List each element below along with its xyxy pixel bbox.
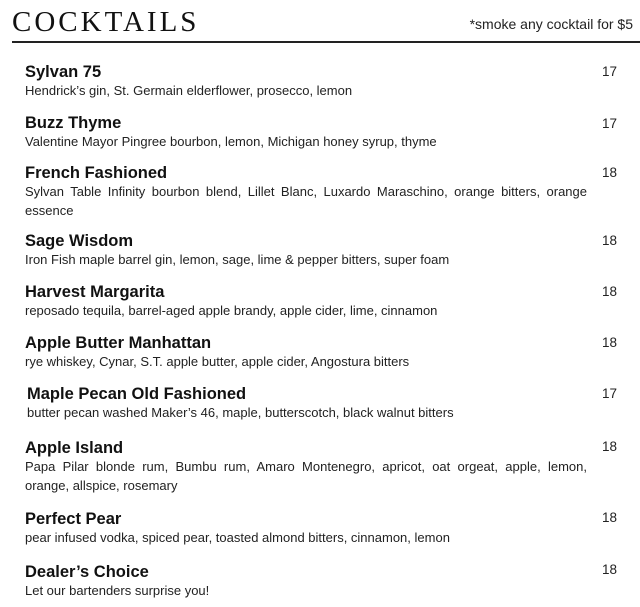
item-price: 18: [601, 439, 617, 454]
item-description: reposado tequila, barrel-aged apple brandy, apple cider, lime, cinnamon: [25, 303, 438, 318]
item-name: Apple Butter Manhattan: [25, 334, 212, 352]
menu-item: [25, 163, 625, 220]
menu-item: [25, 509, 625, 548]
item-price: 18: [601, 233, 617, 248]
item-price: 17: [601, 386, 617, 401]
item-price: 18: [601, 562, 617, 577]
item-name: French Fashioned: [25, 164, 168, 182]
menu-item: [25, 282, 625, 321]
item-description: Let our bartenders surprise you!: [25, 583, 210, 598]
item-description: Valentine Mayor Pingree bourbon, lemon, Michigan honey syrup, thyme: [25, 134, 437, 149]
item-price: 17: [601, 64, 617, 79]
item-description: Papa Pilar blonde rum, Bumbu rum, Amaro Montenegro, apricot, oat orgeat, apple, lemon, orange, allspice, rosemary: [25, 459, 587, 493]
menu-item: [27, 384, 627, 423]
header-divider: [12, 41, 640, 43]
item-description: Sylvan Table Infinity bourbon blend, Lillet Blanc, Luxardo Maraschino, orange bitters, orange essence: [25, 184, 587, 218]
menu-item: [25, 231, 625, 270]
item-name: Sylvan 75: [25, 63, 102, 81]
item-name: Dealer’s Choice: [25, 563, 149, 581]
item-name: Sage Wisdom: [25, 232, 134, 250]
item-price: 18: [601, 284, 617, 299]
item-name: Buzz Thyme: [25, 114, 122, 132]
item-price: 18: [601, 335, 617, 350]
menu-item: [25, 113, 625, 152]
item-name: Maple Pecan Old Fashioned: [27, 385, 247, 403]
item-price: 17: [601, 116, 617, 131]
item-name: Harvest Margarita: [25, 283, 165, 301]
smoke-note: *smoke any cocktail for $5: [469, 16, 633, 32]
menu-item: [25, 562, 625, 601]
item-description: Iron Fish maple barrel gin, lemon, sage, lime & pepper bitters, super foam: [25, 252, 450, 267]
item-description: rye whiskey, Cynar, S.T. apple butter, apple cider, Angostura bitters: [25, 354, 410, 369]
item-price: 18: [601, 510, 617, 525]
item-price: 18: [601, 165, 617, 180]
menu-item: [25, 438, 625, 495]
menu-header: [0, 0, 640, 44]
menu-item: [25, 62, 625, 101]
item-description: butter pecan washed Maker’s 46, maple, butterscotch, black walnut bitters: [27, 405, 454, 420]
item-name: Perfect Pear: [25, 510, 122, 528]
menu-title: COCKTAILS: [12, 6, 200, 38]
item-name: Apple Island: [25, 439, 124, 457]
menu-item: [25, 333, 625, 372]
item-description: Hendrick’s gin, St. Germain elderflower, prosecco, lemon: [25, 83, 353, 98]
item-description: pear infused vodka, spiced pear, toasted almond bitters, cinnamon, lemon: [25, 530, 450, 545]
